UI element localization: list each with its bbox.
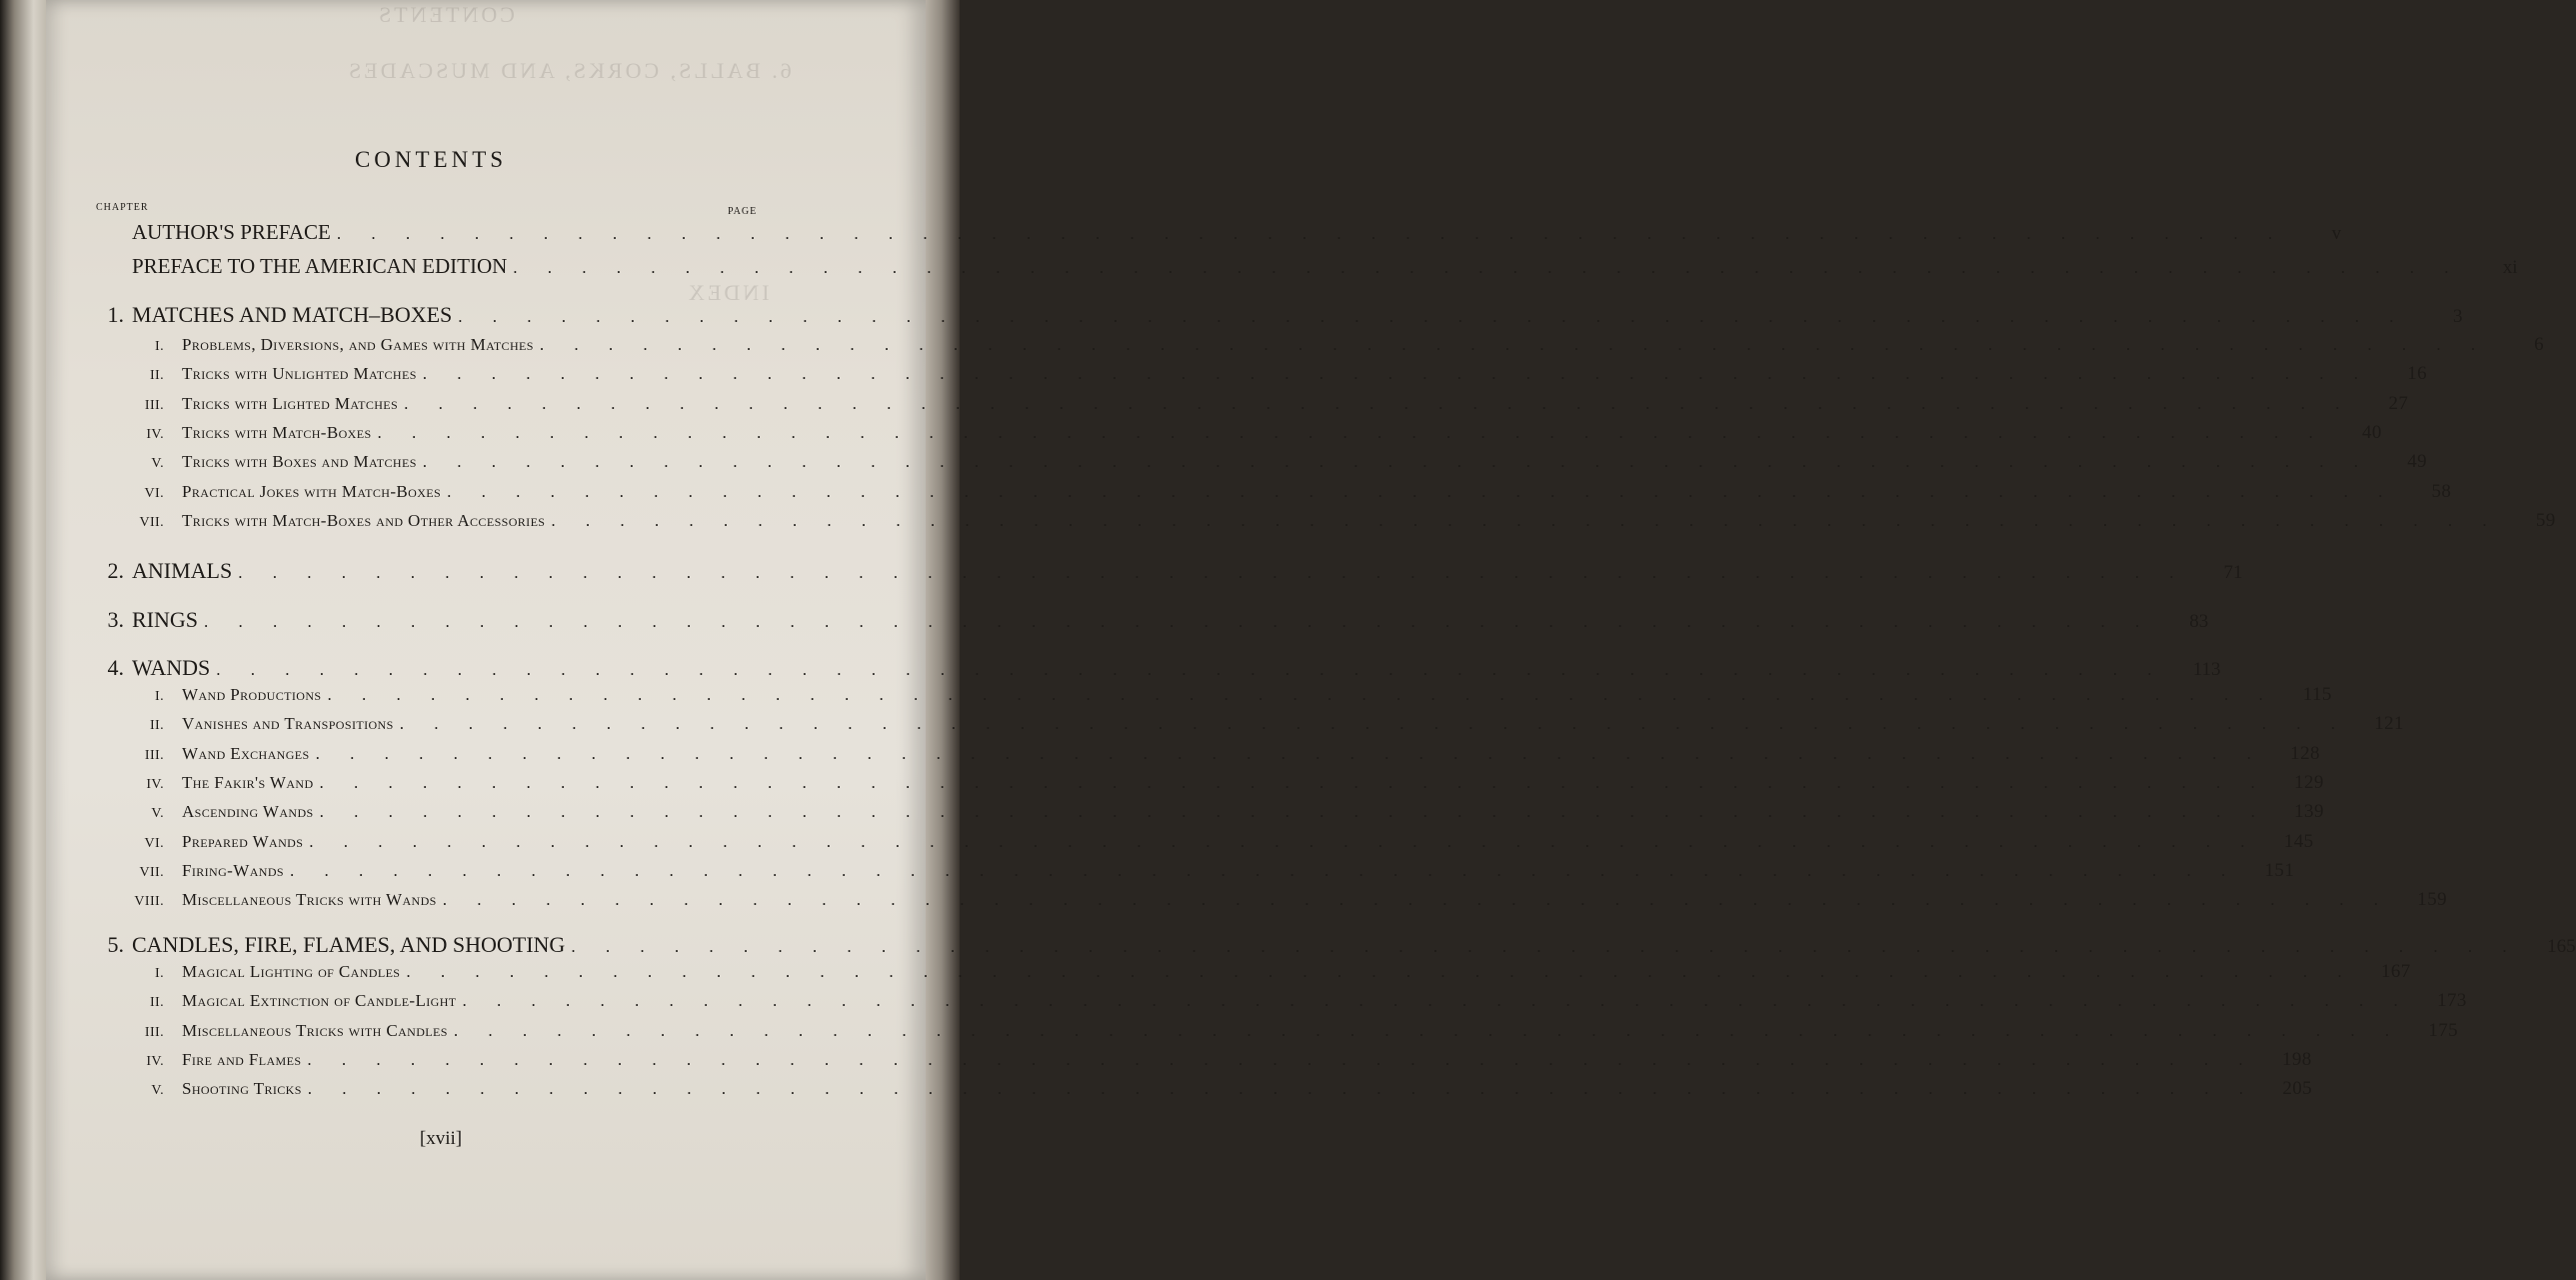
section-entry-page: 40 xyxy=(2361,422,2382,443)
section-entry-number: I. xyxy=(155,966,164,981)
section-entry-title: Miscellaneous Tricks with Wands xyxy=(182,890,437,909)
dot-leader: . . . . . . . . . . . . . . . . . . . . . . . . . . . . . . . . . . . . . . . . . . . . . . . . . . . . . . . . . xyxy=(447,482,2396,501)
section-entry-number: VI. xyxy=(144,486,164,501)
section-entry-title: Fire and Flames xyxy=(182,1050,302,1069)
section-entry-title: Problems, Diversions, and Games with Matches xyxy=(182,335,534,354)
dot-leader: . . . . . . . . . . . . . . . . . . . . . . . . . . . . . . . . . . . . . . . . . . . . . . . . . . . . . . . . . xyxy=(462,991,2411,1010)
section-entry-title: Tricks with Match-Boxes and Other Accessories xyxy=(182,511,546,530)
section-entry xyxy=(46,990,2467,1018)
dot-leader: . . . . . . . . . . . . . . . . . . . . . . . . . . . . . . . . . . . . . . . . . . . . . . . . . . . . . . . . . xyxy=(238,563,2187,582)
section-entry-title: Firing-Wands xyxy=(182,861,284,880)
section-entry-number: V. xyxy=(151,1083,164,1098)
section-entry xyxy=(46,713,2404,741)
dot-leader: . . . . . . . . . . . . . . . . . . . . . . . . . . . . . . . . . . . . . . . . . . . . . . . . . . . . . . . . . xyxy=(336,224,2286,243)
section-entry-page: 175 xyxy=(2428,1020,2459,1041)
dot-leader: . . . . . . . . . . . . . . . . . . . . . . . . . . . . . . . . . . . . . . . . . . . . . . . . . . . . . . . . . xyxy=(442,890,2391,909)
chapter-entry-number: 4. xyxy=(107,655,124,680)
preface-entry-title: PREFACE TO THE AMERICAN EDITION xyxy=(132,254,508,278)
chapter-entry xyxy=(46,607,2209,635)
section-entry-page: 205 xyxy=(2282,1078,2313,1099)
section-entry-page: 59 xyxy=(2535,510,2556,531)
chapter-entry xyxy=(46,932,2576,960)
section-entry xyxy=(46,393,2409,421)
section-entry-title: The Fakir's Wand xyxy=(182,773,314,792)
section-entry-number: IV. xyxy=(146,427,164,442)
dot-leader: . . . . . . . . . . . . . . . . . . . . . . . . . . . . . . . . . . . . . . . . . . . . . . . . . . . . . . . . . xyxy=(513,258,2462,277)
section-entry-title: Magical Lighting of Candles xyxy=(182,962,401,981)
page-title: CONTENTS xyxy=(354,147,508,172)
dot-leader: . . . . . . . . . . . . . . . . . . . . . . . . . . . . . . . . . . . . . . . . . . . . . . . . . . . . . . . . . xyxy=(216,660,2165,679)
dot-leader: . . . . . . . . . . . . . . . . . . . . . . . . . . . . . . . . . . . . . . . . . . . . . . . . . . . . . . . . . xyxy=(458,307,2407,326)
section-entry-number: V. xyxy=(151,456,164,471)
page-number-footer: [xvii] xyxy=(419,1128,463,1149)
section-entry xyxy=(46,831,2314,859)
chapter-entry-title: WANDS xyxy=(132,655,211,680)
section-entry-title: Tricks with Unlighted Matches xyxy=(182,364,417,383)
chapter-entry-title: MATCHES AND MATCH–BOXES xyxy=(132,302,453,327)
show-through-text: INDEX xyxy=(686,280,770,305)
section-entry-number: II. xyxy=(149,718,164,733)
chapter-entry-page: 71 xyxy=(2223,562,2243,583)
dot-leader: . . . . . . . . . . . . . . . . . . . . . . . . . . . . . . . . . . . . . . . . . . . . . . . . . . . . . . . . . xyxy=(315,744,2264,763)
section-entry-page: 128 xyxy=(2290,743,2320,764)
section-entry-page: 16 xyxy=(2407,363,2428,384)
section-entry-page: 151 xyxy=(2264,860,2295,881)
section-entry-number: IV. xyxy=(146,1054,164,1069)
section-entry-page: 198 xyxy=(2281,1049,2312,1070)
chapter-entry xyxy=(46,558,2243,586)
dot-leader: . . . . . . . . . . . . . . . . . . . . . . . . . . . . . . . . . . . . . . . . . . . . . . . . . . . . . . . . . xyxy=(377,423,2326,442)
section-entry xyxy=(46,801,2324,829)
section-entry-page: 58 xyxy=(2431,481,2452,502)
dot-leader: . . . . . . . . . . . . . . . . . . . . . . . . . . . . . . . . . . . . . . . . . . . . . . . . . . . . . . . . . xyxy=(309,832,2258,851)
dot-leader: . . . . . . . . . . . . . . . . . . . . . . . . . . . . . . . . . . . . . . . . . . . . . . . . . . . . . . . . . xyxy=(399,714,2348,733)
section-entry xyxy=(46,334,2545,362)
section-entry xyxy=(46,510,2556,538)
section-entry-number: II. xyxy=(149,995,164,1010)
dot-leader: . . . . . . . . . . . . . . . . . . . . . . . . . . . . . . . . . . . . . . . . . . . . . . . . . . . . . . . . . xyxy=(204,612,2153,631)
facing-page-edge xyxy=(0,0,48,1280)
section-entry-page: 121 xyxy=(2374,713,2404,734)
dot-leader: . . . . . . . . . . . . . . . . . . . . . . . . . . . . . . . . . . . . . . . . . . . . . . . . . . . . . . . . . xyxy=(453,1021,2403,1040)
chapter-entry-page: 113 xyxy=(2192,659,2221,680)
book-page xyxy=(46,0,2576,1280)
section-entry-title: Tricks with Boxes and Matches xyxy=(182,452,417,471)
section-entry-page: 145 xyxy=(2283,831,2314,852)
show-through-text: CONTENTS xyxy=(376,2,515,27)
section-entry-title: Vanishes and Transpositions xyxy=(182,714,394,733)
chapter-entry-page: 83 xyxy=(2189,611,2209,632)
preface-entry xyxy=(46,254,2518,282)
section-entry-number: III. xyxy=(144,1025,164,1040)
section-entry-title: Practical Jokes with Match-Boxes xyxy=(182,482,442,501)
chapter-entry-title: CANDLES, FIRE, FLAMES, AND SHOOTING xyxy=(132,932,566,957)
section-entry-number: I. xyxy=(155,339,164,354)
section-entry-number: IV. xyxy=(146,777,164,792)
section-entry xyxy=(46,1078,2313,1106)
preface-entry-title: AUTHOR'S PREFACE xyxy=(132,220,331,244)
section-entry-title: Ascending Wands xyxy=(182,802,314,821)
chapter-entry-page: 3 xyxy=(2453,306,2463,327)
dot-leader: . . . . . . . . . . . . . . . . . . . . . . . . . . . . . . . . . . . . . . . . . . . . . . . . . . . . . . . . . xyxy=(422,452,2372,471)
preface-entry xyxy=(46,220,2342,248)
section-entry xyxy=(46,772,2324,800)
section-entry-number: II. xyxy=(149,368,164,383)
chapter-column-header: CHAPTER xyxy=(96,202,149,213)
chapter-entry-title: ANIMALS xyxy=(132,558,233,583)
dot-leader: . . . . . . . . . . . . . . . . . . . . . . . . . . . . . . . . . . . . . . . . . . . . . . . . . . . . . . . . . xyxy=(539,335,2489,354)
section-entry xyxy=(46,363,2428,391)
section-entry-title: Shooting Tricks xyxy=(182,1079,302,1098)
dot-leader: . . . . . . . . . . . . . . . . . . . . . . . . . . . . . . . . . . . . . . . . . . . . . . . . . . . . . . . . . xyxy=(404,394,2353,413)
chapter-entry-title: RINGS xyxy=(132,607,199,632)
section-entry xyxy=(46,1049,2312,1077)
section-entry-title: Tricks with Lighted Matches xyxy=(182,394,399,413)
dot-leader: . . . . . . . . . . . . . . . . . . . . . . . . . . . . . . . . . . . . . . . . . . . . . . . . . . . . . . . . . xyxy=(327,685,2276,704)
chapter-entry-number: 3. xyxy=(107,607,124,632)
section-entry-page: 6 xyxy=(2534,334,2545,355)
dot-leader: . . . . . . . . . . . . . . . . . . . . . . . . . . . . . . . . . . . . . . . . . . . . . . . . . . . . . . . . . xyxy=(551,511,2500,530)
dot-leader: . . . . . . . . . . . . . . . . . . . . . . . . . . . . . . . . . . . . . . . . . . . . . . . . . . . . . . . . . xyxy=(571,937,2520,956)
section-entry-number: I. xyxy=(155,689,164,704)
section-entry xyxy=(46,481,2452,509)
section-entry-page: 173 xyxy=(2437,990,2467,1011)
dot-leader: . . . . . . . . . . . . . . . . . . . . . . . . . . . . . . . . . . . . . . . . . . . . . . . . . . . . . . . . . xyxy=(307,1050,2256,1069)
section-entry-number: VI. xyxy=(144,836,164,851)
section-entry-number: VII. xyxy=(139,515,164,530)
show-through-text: 6. BALLS, CORKS, AND MUSCADES xyxy=(346,58,792,83)
section-entry-page: 27 xyxy=(2388,393,2409,414)
section-entry-page: 139 xyxy=(2294,801,2324,822)
section-entry xyxy=(46,860,2295,888)
chapter-entry xyxy=(46,302,2463,330)
section-entry-number: V. xyxy=(151,806,164,821)
section-entry xyxy=(46,422,2382,450)
page-column-header: PAGE xyxy=(728,206,758,217)
section-entry xyxy=(46,961,2411,989)
section-entry xyxy=(46,743,2320,771)
dot-leader: . . . . . . . . . . . . . . . . . . . . . . . . . . . . . . . . . . . . . . . . . . . . . . . . . . . . . . . . . xyxy=(319,802,2268,821)
section-entry-page: 49 xyxy=(2407,451,2428,472)
chapter-entry-page: 165 xyxy=(2547,936,2576,957)
section-entry-page: 129 xyxy=(2294,772,2324,793)
chapter-entry-number: 5. xyxy=(107,932,124,957)
dot-leader: . . . . . . . . . . . . . . . . . . . . . . . . . . . . . . . . . . . . . . . . . . . . . . . . . . . . . . . . . xyxy=(422,364,2372,383)
chapter-entry xyxy=(46,655,2221,683)
section-entry-title: Magical Extinction of Candle-Light xyxy=(182,991,457,1010)
section-entry-page: 159 xyxy=(2417,889,2447,910)
section-entry-page: 115 xyxy=(2302,684,2332,705)
chapter-entry-number: 1. xyxy=(107,302,124,327)
section-entry xyxy=(46,889,2447,917)
section-entry-title: Tricks with Match-Boxes xyxy=(182,423,372,442)
section-entry-number: VIII. xyxy=(134,894,164,909)
chapter-entry-number: 2. xyxy=(107,558,124,583)
dot-leader: . . . . . . . . . . . . . . . . . . . . . . . . . . . . . . . . . . . . . . . . . . . . . . . . . . . . . . . . . xyxy=(307,1079,2257,1098)
section-entry-title: Prepared Wands xyxy=(182,832,304,851)
section-entry-title: Wand Productions xyxy=(182,685,322,704)
dot-leader: . . . . . . . . . . . . . . . . . . . . . . . . . . . . . . . . . . . . . . . . . . . . . . . . . . . . . . . . . xyxy=(319,773,2268,792)
section-entry-number: III. xyxy=(144,748,164,763)
preface-entry-page: v xyxy=(2331,223,2342,244)
dot-leader: . . . . . . . . . . . . . . . . . . . . . . . . . . . . . . . . . . . . . . . . . . . . . . . . . . . . . . . . . xyxy=(406,962,2355,981)
section-entry xyxy=(46,451,2428,479)
section-entry xyxy=(46,1020,2459,1048)
section-entry-number: VII. xyxy=(139,865,164,880)
dot-leader: . . . . . . . . . . . . . . . . . . . . . . . . . . . . . . . . . . . . . . . . . . . . . . . . . . . . . . . . . xyxy=(289,861,2239,880)
preface-entry-page: xi xyxy=(2502,257,2518,278)
section-entry xyxy=(46,684,2332,712)
section-entry-title: Wand Exchanges xyxy=(182,744,310,763)
section-entry-number: III. xyxy=(144,398,164,413)
section-entry-page: 167 xyxy=(2380,961,2411,982)
section-entry-title: Miscellaneous Tricks with Candles xyxy=(182,1021,448,1040)
